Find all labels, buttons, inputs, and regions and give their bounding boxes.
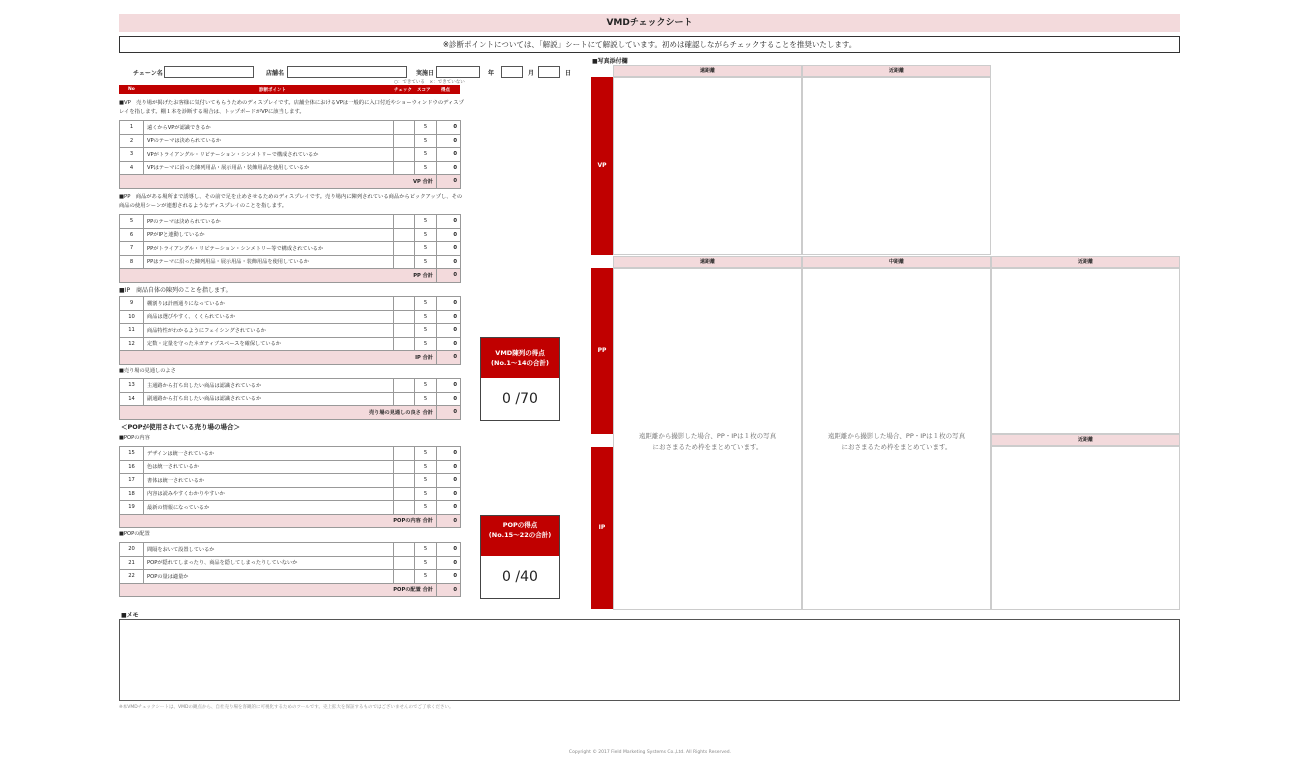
- row-points: 0: [437, 570, 461, 584]
- row-points: 0: [437, 297, 461, 311]
- row-score: 5: [415, 161, 437, 175]
- row-check[interactable]: [394, 121, 415, 135]
- table-row: [120, 310, 461, 324]
- far-photo-hint: 遠距離から撮影した場合、PP・IPは１枚の写真におさまるため枠をまとめています。: [638, 432, 777, 451]
- row-points: 0: [437, 228, 461, 242]
- ip-description: ■IP 商品自体の陳列のことを指します。: [119, 287, 232, 294]
- vp-photo-label: VP: [591, 77, 613, 255]
- table-row: [120, 501, 461, 515]
- row-score: 5: [415, 487, 437, 501]
- table-row: [120, 161, 461, 175]
- pop-score-box: [480, 515, 560, 599]
- subtotal-points: 0: [437, 175, 461, 189]
- row-check[interactable]: [394, 255, 415, 269]
- row-points: 0: [437, 337, 461, 351]
- row-point: PPのテーマは決められているか: [144, 215, 394, 229]
- table-row: [120, 242, 461, 256]
- row-score: 5: [415, 556, 437, 570]
- subtotal-label: 売り場の見通しの良さ 合計: [120, 406, 437, 420]
- subtotal-points: 0: [437, 514, 461, 528]
- table-row: [120, 228, 461, 242]
- vp-description: ■VP 売り場が掲げたお客様に気付いてもらうためのディスプレイです。店舗全体におけるVPは一般的に入口付近やショーウィンドウのディスプレイを指します。棚１本を診断する場合は、トップボードがVPに該当します。: [119, 100, 464, 115]
- mid-combined-photo[interactable]: [802, 268, 991, 610]
- row-points: 0: [437, 161, 461, 175]
- table-row: [120, 460, 461, 474]
- table-row: [120, 474, 461, 488]
- month-input[interactable]: [501, 66, 523, 78]
- row-check[interactable]: [394, 228, 415, 242]
- row-points: 0: [437, 310, 461, 324]
- row-check[interactable]: [394, 501, 415, 515]
- row-score: 5: [415, 255, 437, 269]
- row-number: 21: [120, 556, 144, 570]
- subtotal-row: [120, 175, 461, 189]
- row-score: 5: [415, 337, 437, 351]
- row-score: 5: [415, 543, 437, 557]
- table-row: [120, 379, 461, 393]
- table-row: [120, 392, 461, 406]
- header-points: 得点: [441, 88, 450, 93]
- pp-near-header: 近距離: [991, 256, 1180, 268]
- row-check[interactable]: [394, 474, 415, 488]
- table-row: [120, 215, 461, 229]
- pp-photo-label: PP: [591, 268, 613, 434]
- row-number: 13: [120, 379, 144, 393]
- ip-table: [119, 296, 461, 365]
- row-points: 0: [437, 242, 461, 256]
- row-point: PPがIPと連動しているか: [144, 228, 394, 242]
- row-check[interactable]: [394, 487, 415, 501]
- row-point: 色は統一されているか: [144, 460, 394, 474]
- row-check[interactable]: [394, 134, 415, 148]
- row-point: PPはテーマに沿った陳列用品・展示用品・装飾用品を使用しているか: [144, 255, 394, 269]
- subtotal-points: 0: [437, 583, 461, 597]
- checklist-header: [119, 85, 460, 94]
- pop-score-value: 0 /40: [502, 569, 538, 585]
- row-check[interactable]: [394, 460, 415, 474]
- vmd-score-box: [480, 337, 560, 421]
- memo-area[interactable]: [119, 619, 1180, 701]
- row-number: 5: [120, 215, 144, 229]
- row-number: 10: [120, 310, 144, 324]
- row-score: 5: [415, 570, 437, 584]
- row-score: 5: [415, 297, 437, 311]
- row-points: 0: [437, 324, 461, 338]
- row-points: 0: [437, 543, 461, 557]
- row-number: 12: [120, 337, 144, 351]
- pp-description: ■PP 商品がある場所まで誘導し、その前で足を止めさせるためのディスプレイです。売り場内に陳列されている商品からピックアップし、その商品の使用シーンが連想されるようなディスプレイのことを指します。: [119, 194, 463, 209]
- row-points: 0: [437, 121, 461, 135]
- row-points: 0: [437, 215, 461, 229]
- row-points: 0: [437, 474, 461, 488]
- table-row: [120, 543, 461, 557]
- day-label: 日: [565, 70, 572, 77]
- subtotal-label: IP 合計: [120, 351, 437, 365]
- visibility-description: ■売り場の見通しのよさ: [119, 368, 176, 374]
- row-number: 11: [120, 324, 144, 338]
- header-check: チェック: [394, 88, 412, 93]
- pop-layout-table: [119, 542, 461, 597]
- row-number: 8: [120, 255, 144, 269]
- ip-near-header: 近距離: [991, 434, 1180, 446]
- pp-near-photo[interactable]: [991, 268, 1180, 434]
- row-point: 定数・定量を守ったネガティブスペースを確保しているか: [144, 337, 394, 351]
- row-check[interactable]: [394, 379, 415, 393]
- row-score: 5: [415, 228, 437, 242]
- table-row: [120, 148, 461, 162]
- check-legend: ○：できている ×：できていない: [394, 80, 465, 85]
- row-point: 内容は読みやすくわかりやすいか: [144, 487, 394, 501]
- store-label: 店舗名: [266, 70, 285, 77]
- row-point: 間隔をおいて設置しているか: [144, 543, 394, 557]
- row-check[interactable]: [394, 556, 415, 570]
- vmd-score-value: 0 /70: [502, 391, 538, 407]
- row-points: 0: [437, 148, 461, 162]
- row-points: 0: [437, 379, 461, 393]
- pop-score-range: (No.15～22の合計): [488, 531, 552, 539]
- row-number: 9: [120, 297, 144, 311]
- table-row: [120, 324, 461, 338]
- row-check[interactable]: [394, 447, 415, 461]
- row-check[interactable]: [394, 543, 415, 557]
- row-number: 20: [120, 543, 144, 557]
- subtotal-points: 0: [437, 351, 461, 365]
- row-check[interactable]: [394, 242, 415, 256]
- row-point: 副通路から打ち出したい商品は認識されているか: [144, 392, 394, 406]
- table-row: [120, 487, 461, 501]
- table-row: [120, 337, 461, 351]
- pp-table: [119, 214, 461, 283]
- row-points: 0: [437, 447, 461, 461]
- row-check[interactable]: [394, 148, 415, 162]
- row-point: 最新の情報になっているか: [144, 501, 394, 515]
- table-row: [120, 134, 461, 148]
- header-score: スコア: [417, 88, 431, 93]
- row-point: VPがトライアングル・リピテーション・シンメトリーで構成されているか: [144, 148, 394, 162]
- row-score: 5: [415, 148, 437, 162]
- row-score: 5: [415, 460, 437, 474]
- row-score: 5: [415, 310, 437, 324]
- pop-score-header: [481, 516, 559, 556]
- row-points: 0: [437, 556, 461, 570]
- row-points: 0: [437, 501, 461, 515]
- subtotal-row: [120, 583, 461, 597]
- row-point: POPの量は適量か: [144, 570, 394, 584]
- row-score: 5: [415, 474, 437, 488]
- subtotal-label: VP 合計: [120, 175, 437, 189]
- row-number: 18: [120, 487, 144, 501]
- table-row: [120, 570, 461, 584]
- photo-section-title: ■写真添付欄: [592, 58, 628, 65]
- row-number: 15: [120, 447, 144, 461]
- row-points: 0: [437, 392, 461, 406]
- visibility-table: [119, 378, 461, 420]
- row-point: 書体は統一されているか: [144, 474, 394, 488]
- row-number: 17: [120, 474, 144, 488]
- row-score: 5: [415, 324, 437, 338]
- subtotal-label: POPの内容 合計: [120, 514, 437, 528]
- row-point: 遠くからVPが認識できるか: [144, 121, 394, 135]
- pop-content-description: ■POPの内容: [119, 435, 150, 441]
- subtotal-label: PP 合計: [120, 269, 437, 283]
- row-number: 1: [120, 121, 144, 135]
- row-score: 5: [415, 215, 437, 229]
- subtotal-row: [120, 351, 461, 365]
- vp-near-header: 近距離: [802, 65, 991, 77]
- far-combined-photo[interactable]: [613, 268, 802, 610]
- row-number: 14: [120, 392, 144, 406]
- subtotal-row: [120, 269, 461, 283]
- memo-label: ■メモ: [121, 612, 139, 619]
- pop-score-label: POPの得点: [502, 521, 538, 529]
- row-check[interactable]: [394, 215, 415, 229]
- table-row: [120, 121, 461, 135]
- day-input[interactable]: [538, 66, 560, 78]
- subtotal-points: 0: [437, 406, 461, 420]
- date-label: 実施日: [416, 70, 435, 77]
- row-score: 5: [415, 392, 437, 406]
- row-check[interactable]: [394, 161, 415, 175]
- row-number: 7: [120, 242, 144, 256]
- year-input[interactable]: [436, 66, 480, 78]
- row-number: 4: [120, 161, 144, 175]
- table-row: [120, 255, 461, 269]
- pop-content-table: [119, 446, 461, 528]
- row-score: 5: [415, 134, 437, 148]
- row-check[interactable]: [394, 337, 415, 351]
- subtotal-row: [120, 406, 461, 420]
- vmd-score-header: [481, 338, 559, 378]
- row-points: 0: [437, 487, 461, 501]
- row-number: 22: [120, 570, 144, 584]
- pp-far-header: 遠距離: [613, 256, 802, 268]
- store-input[interactable]: [287, 66, 407, 78]
- row-score: 5: [415, 501, 437, 515]
- pp-mid-header: 中距離: [802, 256, 991, 268]
- row-number: 6: [120, 228, 144, 242]
- sheet-title: VMDチェックシート: [119, 14, 1180, 32]
- row-point: 商品特性がわかるようにフェイシングされているか: [144, 324, 394, 338]
- row-number: 16: [120, 460, 144, 474]
- ip-photo-label: IP: [591, 447, 613, 609]
- row-point: 棚割りは計画通りになっているか: [144, 297, 394, 311]
- row-point: VPのテーマは決められているか: [144, 134, 394, 148]
- pop-layout-description: ■POPの配置: [119, 531, 150, 537]
- mid-photo-hint: 遠距離から撮影した場合、PP・IPは１枚の写真におさまるため枠をまとめています。: [827, 432, 966, 451]
- row-point: POPが隠れてしまったり、商品を隠してしまったりしていないか: [144, 556, 394, 570]
- vp-near-photo[interactable]: [802, 77, 991, 255]
- row-point: 主通路から打ち出したい商品は認識されているか: [144, 379, 394, 393]
- vmd-score-label: VMD陳列の得点: [495, 349, 545, 357]
- ip-near-photo[interactable]: [991, 446, 1180, 610]
- footer-note: ※本VMDチェックシートは、VMDの観点から、自社売り場を客観的に可視化するためのツールです。売上拡大を保証するものではございませんのでご了承ください。: [119, 705, 454, 710]
- subtotal-label: POPの配置 合計: [120, 583, 437, 597]
- row-point: デザインは統一されているか: [144, 447, 394, 461]
- row-check[interactable]: [394, 392, 415, 406]
- row-score: 5: [415, 379, 437, 393]
- copyright: Copyright © 2017 Field Marketing Systems Co.,Ltd. All Rights Reserved.: [568, 750, 732, 755]
- row-score: 5: [415, 121, 437, 135]
- row-check[interactable]: [394, 310, 415, 324]
- header-no: No: [128, 87, 135, 92]
- month-label: 月: [528, 70, 535, 77]
- row-check[interactable]: [394, 570, 415, 584]
- subtotal-row: [120, 514, 461, 528]
- vp-far-photo[interactable]: [613, 77, 802, 255]
- row-number: 2: [120, 134, 144, 148]
- table-row: [120, 447, 461, 461]
- row-number: 19: [120, 501, 144, 515]
- vmd-score-range: (No.1～14の合計): [491, 359, 549, 367]
- table-row: [120, 297, 461, 311]
- chain-label: チェーン名: [133, 70, 163, 77]
- row-points: 0: [437, 255, 461, 269]
- row-point: PPがトライアングル・リピテーション・シンメトリー等で構成されているか: [144, 242, 394, 256]
- row-check[interactable]: [394, 324, 415, 338]
- row-check[interactable]: [394, 297, 415, 311]
- header-point: 診断ポイント: [259, 88, 286, 93]
- vp-table: [119, 120, 461, 189]
- table-row: [120, 556, 461, 570]
- subtotal-points: 0: [437, 269, 461, 283]
- row-points: 0: [437, 460, 461, 474]
- pop-section-title: ＜POPが使用されている売り場の場合＞: [121, 423, 241, 431]
- row-number: 3: [120, 148, 144, 162]
- row-score: 5: [415, 447, 437, 461]
- chain-input[interactable]: [164, 66, 254, 78]
- row-point: VPはテーマに沿った陳列用品・展示用品・装飾用品を使用しているか: [144, 161, 394, 175]
- vp-far-header: 遠距離: [613, 65, 802, 77]
- row-score: 5: [415, 242, 437, 256]
- row-points: 0: [437, 134, 461, 148]
- year-label: 年: [488, 70, 495, 77]
- row-point: 商品は選びやすく、くくられているか: [144, 310, 394, 324]
- notice-text: ※診断ポイントについては、「解説」シートにて解説しています。初めは確認しながらチェックすることを推奨いたします。: [119, 36, 1180, 53]
